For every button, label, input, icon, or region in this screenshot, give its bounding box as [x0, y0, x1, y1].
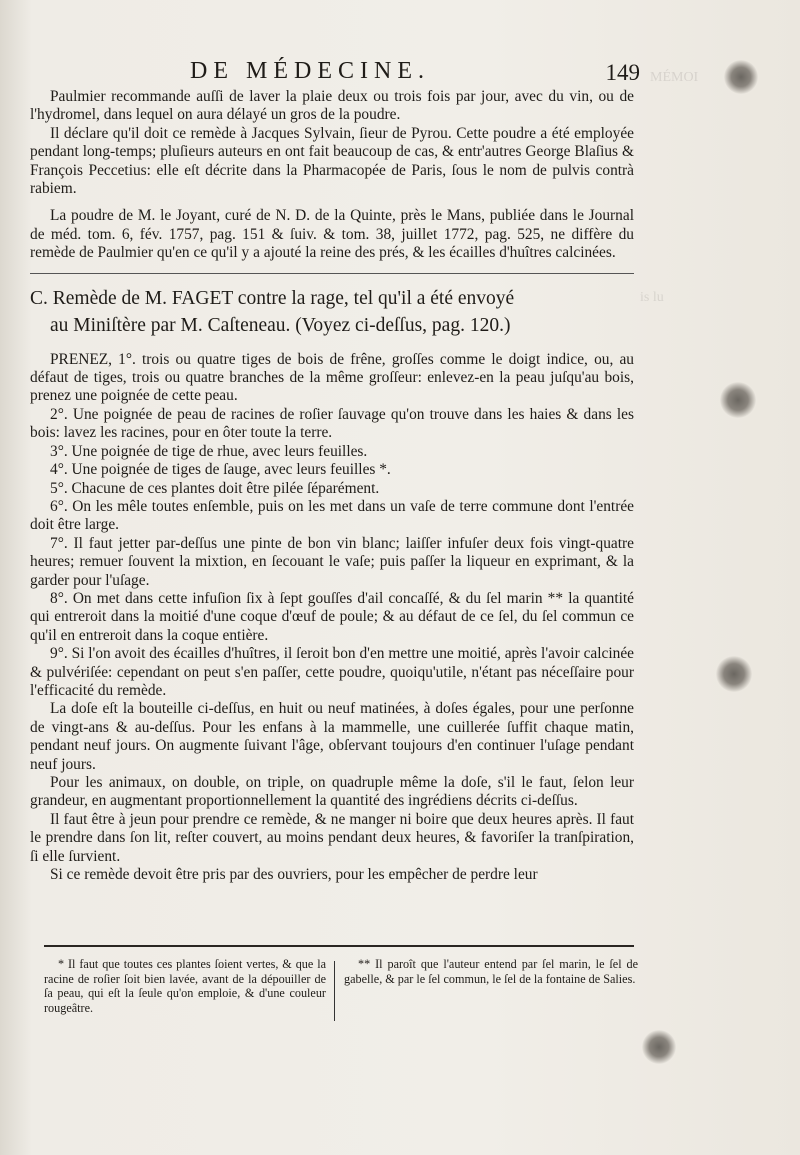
ink-spot: [720, 382, 756, 418]
paragraph: PRENEZ, 1°. trois ou quatre tiges de bois de frêne, groſſes comme le doigt indice, ou, au défaut de tiges, trois ou quatre branches de la même groſſeur: enlevez-en la peau juſqu'au bois, prenez une poignée de cette peau.: [30, 350, 634, 405]
paragraph: 8°. On met dans cette infuſion ſix à ſept gouſſes d'ail concaſſé, & du ſel marin ** la quantité qui entreroit dans la moitié d'une coque d'œuf de poule; & au défaut de ce ſel, du ſel commun ce qu'il en entreroit dans la coque entière.: [30, 589, 634, 644]
footnote-text: * Il faut que toutes ces plantes ſoient vertes, & que la racine de roſier ſoit bien lavée, avant de la dépouiller de ſa peau, qui eſt la ſeule qu'on emploie, & d'une couleur rougeâtre.: [44, 957, 326, 1015]
paragraph: Si ce remède devoit être pris par des ouvriers, pour les empêcher de perdre leur: [50, 866, 538, 884]
ink-spot: [716, 656, 752, 692]
section-title-line: au Miniſtère par M. Caſteneau. (Voyez ci-deſſus, pag. 120.): [50, 314, 511, 336]
page-body: [30, 88, 634, 884]
ink-spot: [642, 1030, 676, 1064]
paragraph: 2°. Une poignée de peau de racines de roſier ſauvage qu'on trouve dans les haies & dans les bois: lavez les racines, pour en ôter toute la terre.: [30, 405, 634, 442]
paragraph: La poudre de M. le Joyant, curé de N. D. de la Quinte, près le Mans, publiée dans le Journal de méd. tom. 6, fév. 1757, pag. 151 & ſuiv. & tom. 38, juillet 1772, pag. 525, ne diffère du remède de Paulmier qu'en ce qu'il y a ajouté la reine des prés, & les écailles d'huîtres calcinées.: [30, 207, 634, 262]
paragraph: 9°. Si l'on avoit des écailles d'huîtres, il ſeroit bon d'en mettre une moitié, après l'avoir calcinée & pulvériſée: cependant on peut s'en paſſer, cette poudre, quoiqu'utile, n'étant pas néceſſaire pour l'efficacité du remède.: [30, 645, 634, 699]
footnotes: [44, 945, 638, 1015]
bleed-through-text: MÉMOI: [650, 70, 699, 85]
page-header: [150, 58, 640, 88]
bleed-through-text: is lu: [640, 290, 664, 305]
paragraph: 4°. Une poignée de tiges de ſauge, avec leurs feuilles *.: [50, 461, 391, 479]
paragraph: 6°. On les mêle toutes enſemble, puis on les met dans un vaſe de terre commune dont l'entrée doit être large.: [30, 497, 634, 534]
paragraph: La doſe eſt la bouteille ci-deſſus, en huit ou neuf matinées, à doſes égales, pour une perſonne de vingt-ans & au-deſſus. Pour les enfans à la mammelle, une cuillerée ſuffit chaque matin, pendant neuf jours. On augmente ſuivant l'âge, obſervant toujours d'en continuer l'uſage pendant neuf jours.: [30, 700, 634, 773]
footnote-divider: [334, 961, 335, 1021]
paragraph: Pour les animaux, on double, on triple, on quadruple même la doſe, s'il le faut, ſelon leur grandeur, en augmentant proportionnellement la quantité des ingrédiens décrits ci-deſſus.: [30, 774, 634, 810]
section-title-line: C. Remède de M. FAGET contre la rage, tel qu'il a été envoyé: [30, 287, 515, 309]
paragraph: 7°. Il faut jetter par-deſſus une pinte de bon vin blanc; laiſſer infuſer deux fois vingt-quatre heures; remuer ſouvent la mixtion, en ſecouant le vaſe; puis paſſer la liqueur en exprimant, & la garder pour l'uſage.: [30, 534, 634, 589]
section-divider: [30, 273, 634, 274]
page-number: 149: [605, 60, 640, 85]
footnote-right: [344, 957, 638, 986]
paragraph: Paulmier recommande auſſi de laver la plaie deux ou trois fois par jour, avec du vin, ou de l'hydromel, dans lequel on aura délayé un gros de la poudre.: [30, 88, 634, 124]
paragraph: 3°. Une poignée de tige de rhue, avec leurs feuilles.: [50, 442, 368, 460]
running-title: DE MÉDECINE.: [190, 58, 430, 84]
paragraph: Il déclare qu'il doit ce remède à Jacques Sylvain, ſieur de Pyrou. Cette poudre a été employée pendant long-temps; pluſieurs auteurs en ont fait beaucoup de cas, & entr'autres George Blaſius & François Peccetius: elle eſt décrite dans la Pharmacopée de Paris, ſous le nom de pulvis contrà rabiem.: [30, 124, 634, 198]
footnote-text: ** Il paroît que l'auteur entend par ſel marin, le ſel de gabelle, & par le ſel commun, le ſel de la fontaine de Salies.: [344, 957, 638, 986]
ink-spot: [724, 60, 758, 94]
section-title: [30, 285, 634, 339]
paragraph: 5°. Chacune de ces plantes doit être pilée ſéparément.: [50, 479, 380, 497]
footnote-left: [44, 957, 326, 1015]
paragraph: Il faut être à jeun pour prendre ce remède, & ne manger ni boire que deux heures après. Il faut le prendre dans ſon lit, reſter couvert, au moins pendant deux heures, & favoriſer la tranſpiration, ſi elle ſurvient.: [30, 810, 634, 865]
